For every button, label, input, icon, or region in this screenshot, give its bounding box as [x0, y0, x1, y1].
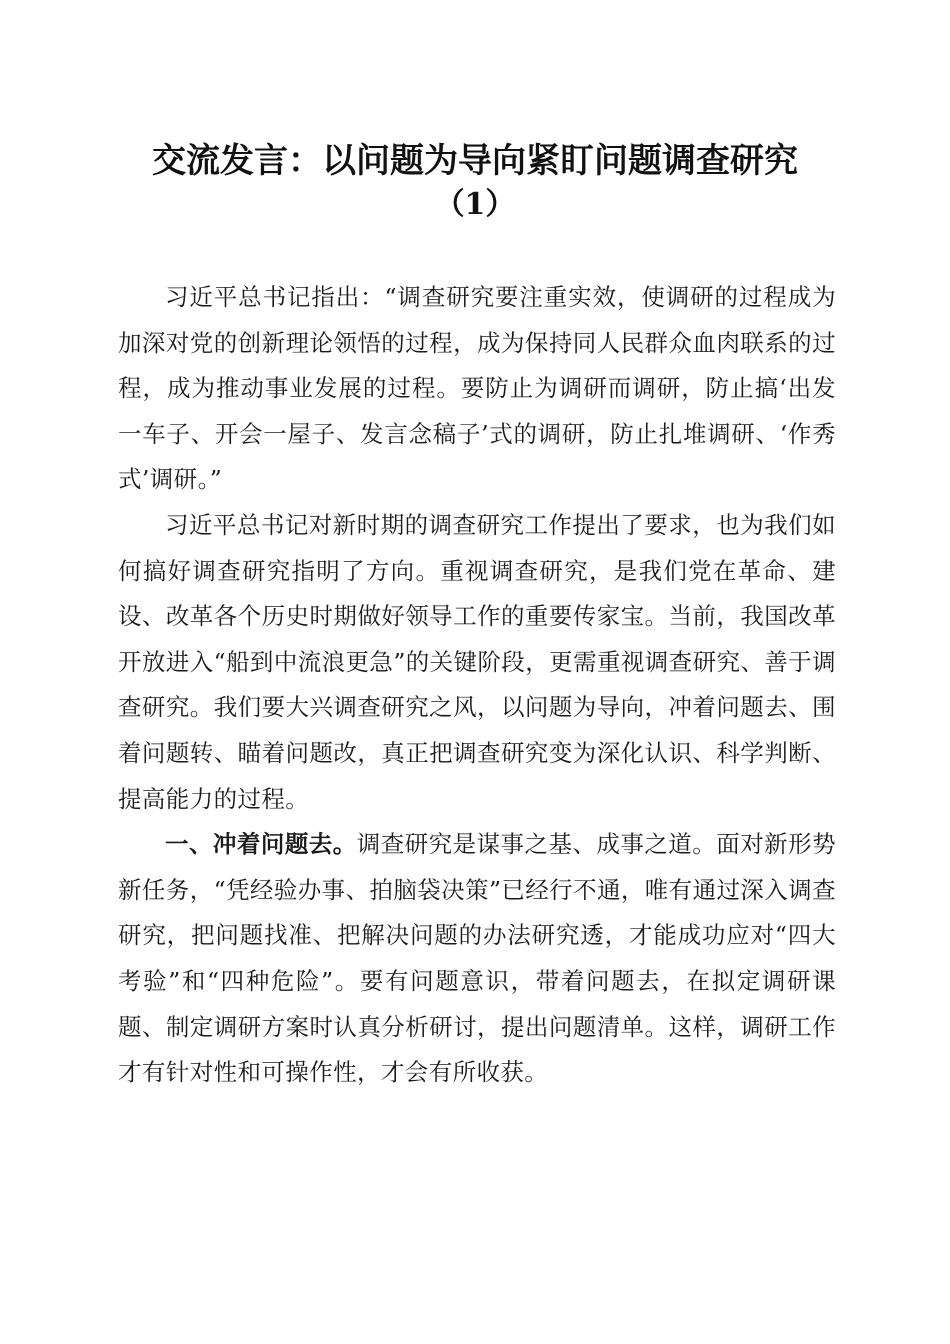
paragraph-section-1: [118, 822, 836, 1096]
document-title: 交流发言：以问题为导向紧盯问题调查研究: [152, 141, 798, 181]
section-1-text: 调查研究是谋事之基、成事之道。面对新形势新任务，“凭经验办事、拍脑袋决策”已经行不通，唯有通过深入调查研究，把问题找准、把解决问题的办法研究透，才能成功应对“四大考验”和“四种危险”。要有问题意识，带着问题去，在拟定调研课题、制定调研方案时认真分析研讨，提出问题清单。这样，调研工作才有针对性和可操作性，才会有所收获。: [118, 830, 836, 1087]
paragraph-quote: 习近平总书记指出：“调查研究要注重实效，使调研的过程成为加深对党的创新理论领悟的过程，成为保持同人民群众血肉联系的过程，成为推动事业发展的过程。要防止为调研而调研，防止搞‘出发一车子、开会一屋子、发言念稿子’式的调研，防止扎堆调研、‘作秀式’调研。”: [118, 283, 836, 494]
section-1-heading: 一、冲着问题去。: [165, 830, 357, 859]
document-title-number: （1）: [434, 187, 516, 222]
document-body: [118, 275, 836, 1096]
paragraph-intro: 习近平总书记对新时期的调查研究工作提出了要求，也为我们如何搞好调查研究指明了方向。重视调查研究，是我们党在革命、建设、改革各个历史时期做好领导工作的重要传家宝。当前，我国改革开放进入“船到中流浪更急”的关键阶段，更需重视调查研究、善于调查研究。我们要大兴调查研究之风，以问题为导向，冲着问题去、围着问题转、瞄着问题改，真正把调查研究变为深化认识、科学判断、提高能力的过程。: [118, 510, 836, 813]
